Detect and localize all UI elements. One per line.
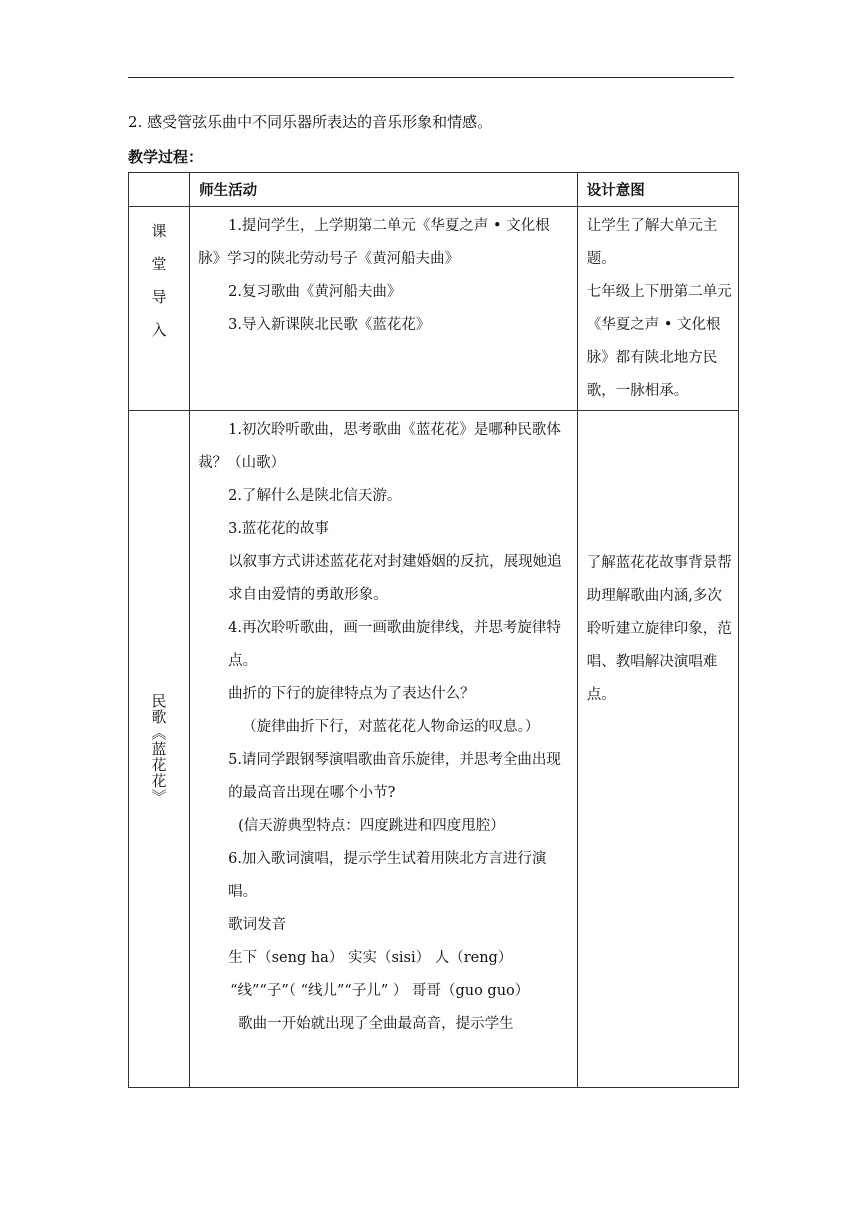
design-item: 七年级上下册第二单元《华夏之声 • 文化根脉》都有陕北地方民歌，一脉相承。 xyxy=(586,284,732,399)
activity-item: “线”“子”（ “线儿”“子儿” ） 哥哥（guo guo） xyxy=(230,983,530,999)
activity-item: 1.提问学生，上学期第二单元《华夏之声 • 文化根脉》学习的陕北劳动号子《黄河船夫曲》 xyxy=(198,218,550,267)
header-cell-blank xyxy=(129,173,190,207)
activity-item: 歌词发音 xyxy=(228,917,287,933)
activity-item: 4.再次聆听歌曲，画一画歌曲旋律线，并思考旋律特点。 xyxy=(228,620,561,669)
activity-item: 5.请同学跟钢琴演唱歌曲音乐旋律，并思考全曲出现的最高音出现在哪个小节? xyxy=(228,752,561,801)
activity-item: 以叙事方式讲述蓝花花对封建婚姻的反抗，展现她追求自由爱情的勇敢形象。 xyxy=(228,554,562,603)
row-label-song xyxy=(129,411,190,1088)
activity-item: 3.导入新课陕北民歌《蓝花花》 xyxy=(228,317,431,333)
activity-item: 2.复习歌曲《黄河船夫曲》 xyxy=(228,284,402,300)
intro-line: 2. 感受管弦乐曲中不同乐器所表达的音乐形象和情感。 xyxy=(128,113,493,131)
header-rule xyxy=(128,77,734,78)
row-label-intro: 课 堂 导 入 xyxy=(129,207,190,411)
activity-item: 曲折的下行的旋律特点为了表达什么？ xyxy=(228,686,475,702)
design-item: 了解蓝花花故事背景帮助理解歌曲内涵,多次聆听建立旋律印象，范唱、教唱解决演唱难点。 xyxy=(586,555,732,703)
activity-item: 歌曲一开始就出现了全曲最高音，提示学生 xyxy=(238,1016,514,1032)
section-heading: 教学过程： xyxy=(128,148,204,166)
design-cell-song xyxy=(577,411,738,1088)
lesson-table xyxy=(128,172,739,1088)
activities-cell-intro xyxy=(190,207,578,411)
activities-cell-song xyxy=(190,411,578,1088)
activity-item: 6.加入歌词演唱，提示学生试着用陕北方言进行演唱。 xyxy=(228,851,547,900)
table-header-row xyxy=(129,173,739,207)
design-cell-intro xyxy=(577,207,738,411)
activity-item: （旋律曲折下行，对蓝花花人物命运的叹息。） xyxy=(242,719,540,735)
activity-item: (信天游典型特点：四度跳进和四度甩腔） xyxy=(238,818,505,834)
table-row-intro xyxy=(129,207,739,411)
activity-item: 生下（seng ha） 实实（sisi） 人（reng） xyxy=(228,950,513,966)
activity-item: 3.蓝花花的故事 xyxy=(228,521,329,537)
row-label-song-text: 民歌《蓝花花》 xyxy=(149,693,168,805)
design-item: 让学生了解大单元主题。 xyxy=(586,218,718,267)
header-cell-design: 设计意图 xyxy=(577,173,738,207)
activity-item: 1.初次聆听歌曲，思考歌曲《蓝花花》是哪种民歌体裁？（山歌） xyxy=(198,422,561,471)
header-cell-activities: 师生活动 xyxy=(190,173,578,207)
table-row-song xyxy=(129,411,739,1088)
activity-item: 2.了解什么是陕北信天游。 xyxy=(228,488,402,504)
